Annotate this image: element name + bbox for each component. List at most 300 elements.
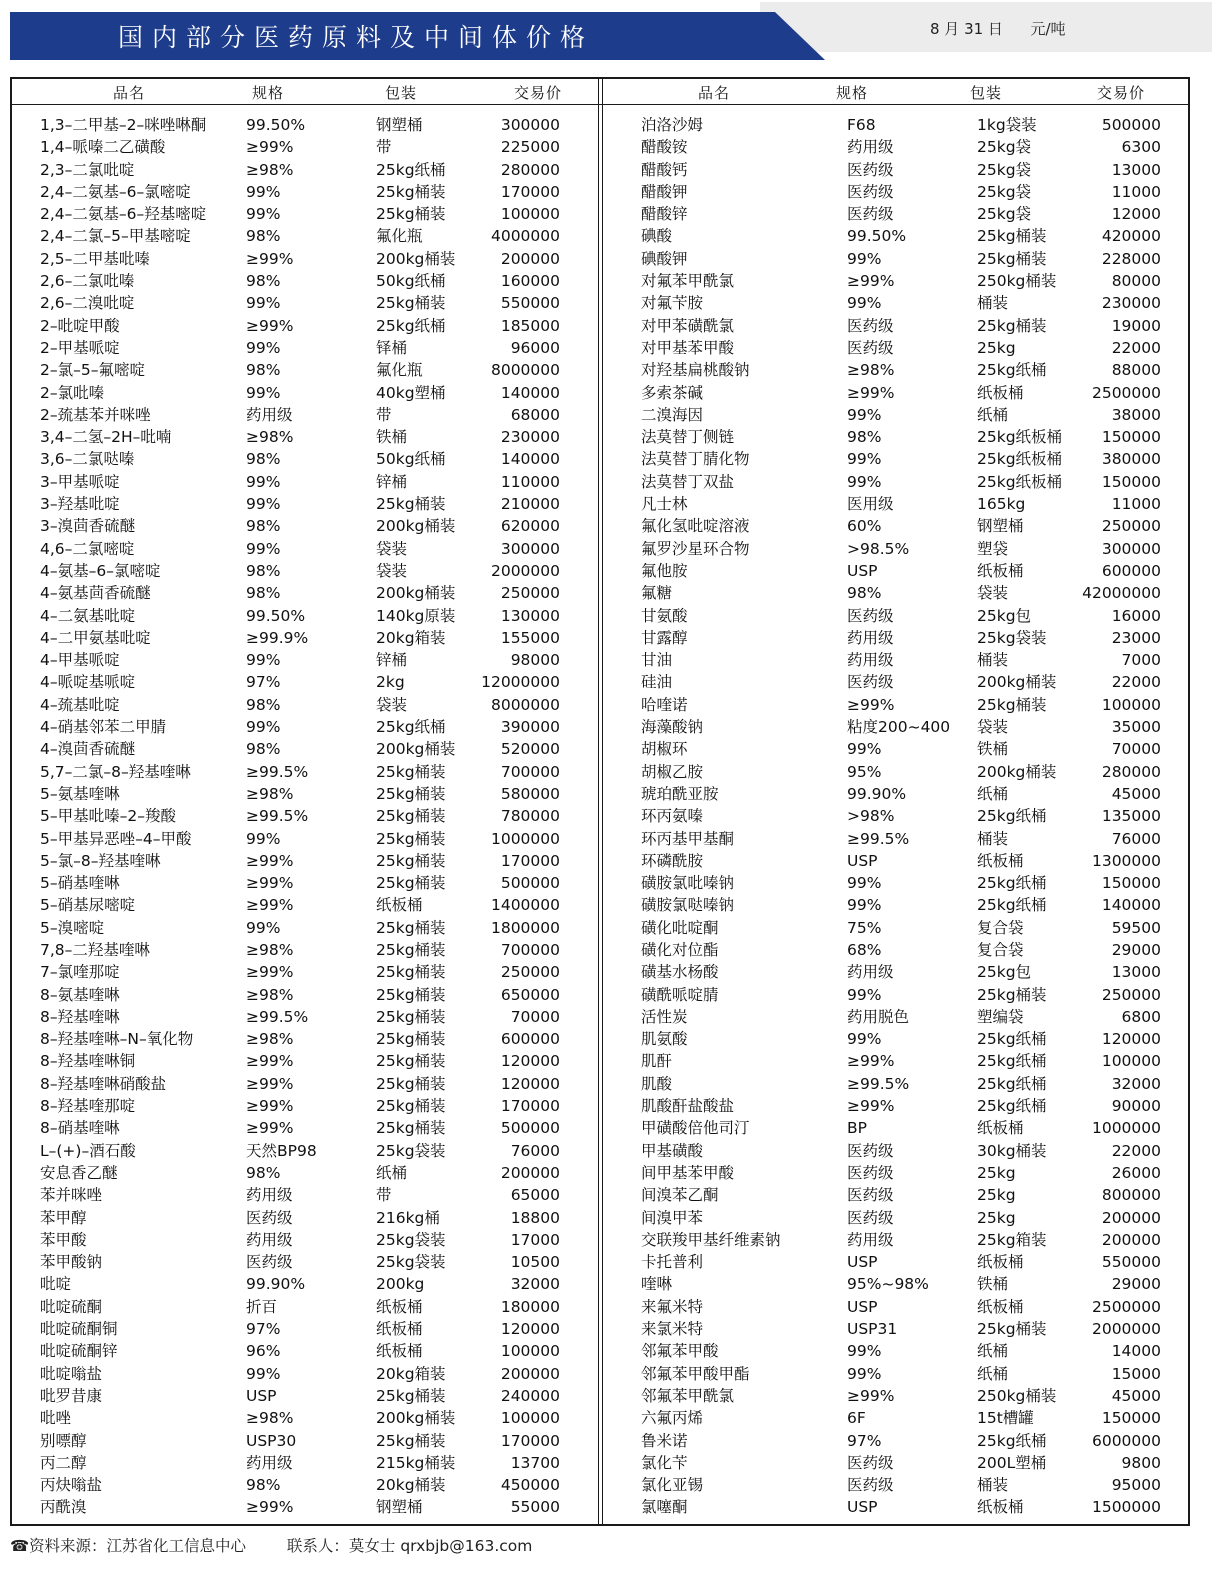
left-col-pack-header: 包装 [385,84,418,102]
product-price: 100000 [500,1409,560,1428]
product-spec: ≥98% [246,940,294,959]
product-packaging: 纸板桶 [977,1119,1024,1138]
product-name: 对甲基苯甲酸 [641,338,735,357]
product-packaging: 25kg袋 [977,138,1032,157]
product-packaging: 25kg袋装 [977,628,1047,647]
product-spec: ≥98% [847,361,895,380]
product-packaging: 纸桶 [977,405,1009,424]
product-packaging: 25kg纸桶 [376,160,446,179]
product-name: 1,4–哌嗪二乙磺酸 [40,138,166,157]
product-name: 对羟基扁桃酸钠 [641,361,750,380]
product-price: 23000 [1111,628,1161,647]
product-price: 250000 [1101,517,1161,536]
product-packaging: 钢塑桶 [977,517,1024,536]
product-packaging: 25kg桶装 [376,1386,446,1405]
product-name: 肌酸 [641,1074,673,1093]
product-price: 26000 [1111,1163,1161,1182]
product-packaging: 桶装 [977,829,1009,848]
product-spec: 药用级 [246,1230,293,1249]
product-packaging: 纸板桶 [977,851,1024,870]
product-price: 420000 [1101,227,1161,246]
left-col-spec-header: 规格 [252,84,285,102]
product-price: 96000 [510,338,560,357]
product-price: 59500 [1111,918,1161,937]
product-packaging: 袋装 [376,539,408,558]
product-spec: 99% [847,896,882,915]
product-name: 2–甲基哌啶 [40,338,120,357]
product-packaging: 铁桶 [977,1275,1009,1294]
product-packaging: 25kg桶装 [977,227,1047,246]
product-packaging: 20kg桶装 [376,1476,446,1495]
product-packaging: 216kg桶 [376,1208,440,1227]
product-spec: 95% [847,762,882,781]
product-price: 800000 [1101,1186,1161,1205]
product-packaging: 塑编袋 [977,1007,1024,1026]
product-packaging: 袋装 [977,584,1009,603]
product-price: 10500 [510,1253,560,1272]
contact-info: 联系人：莫女士 qrxbjb@163.com [286,1537,533,1555]
product-spec: 医药级 [847,205,894,224]
product-price: 11000 [1111,495,1161,514]
product-name: 甲磺酸倍他司汀 [641,1119,750,1138]
product-name: 8–羟基喹啉–N–氧化物 [40,1030,194,1049]
product-packaging: 纸桶 [977,784,1009,803]
product-price: 228000 [1101,249,1161,268]
product-price: 380000 [1101,450,1161,469]
product-price: 1400000 [490,896,560,915]
product-packaging: 25kg桶装 [376,1074,446,1093]
product-packaging: 25kg桶装 [376,940,446,959]
product-name: 3,6–二氯哒嗪 [40,450,135,469]
product-packaging: 桶装 [977,1476,1009,1495]
product-price: 70000 [1111,740,1161,759]
product-packaging: 25kg纸桶 [977,1431,1047,1450]
product-packaging: 25kg [977,338,1016,357]
product-packaging: 25kg纸桶 [376,718,446,737]
product-spec: 99.50% [246,116,306,134]
product-packaging: 25kg桶装 [376,762,446,781]
product-spec: ≥98% [246,1030,294,1049]
product-name: 碘酸钾 [641,249,688,268]
product-price: 150000 [1101,1409,1161,1428]
product-name: 磺胺氯吡嗪钠 [641,874,735,893]
product-name: 肌氨酸 [641,1030,688,1049]
product-packaging: 锌桶 [376,651,408,670]
product-price: 90000 [1111,1097,1161,1116]
product-name: 丙二醇 [40,1453,87,1472]
product-name: 法莫替丁侧链 [641,428,735,447]
right-col-name-header: 品名 [698,84,731,102]
product-price: 13000 [1111,160,1161,179]
product-name: 甲基磺酸 [641,1141,704,1160]
product-name: 胡椒乙胺 [641,762,704,781]
product-spec: 98% [246,695,281,714]
product-name: 2–吡啶甲酸 [40,316,120,335]
product-packaging: 25kg桶装 [376,807,446,826]
product-name: 4–溴茴香硫醚 [40,740,136,759]
product-name: 8–羟基喹那啶 [40,1097,136,1116]
product-packaging: 25kg桶装 [376,918,446,937]
product-packaging: 复合袋 [977,940,1024,959]
product-spec: 药用级 [847,963,894,982]
product-spec: 99% [847,1342,882,1361]
product-name: 邻氟苯甲酸 [641,1342,719,1361]
product-packaging: 25kg [977,1186,1016,1205]
product-price: 12000 [1111,205,1161,224]
price-unit: 元/吨 [1030,20,1066,38]
product-packaging: 200kg桶装 [376,584,456,603]
product-spec: 医药级 [847,1208,894,1227]
product-packaging: 钢塑桶 [376,1498,423,1517]
product-price: 1800000 [490,918,560,937]
product-price: 13700 [510,1453,560,1472]
product-name: 丙酰溴 [40,1498,87,1517]
product-name: 4–二甲氨基吡啶 [40,628,151,647]
product-spec: 99% [246,651,281,670]
product-name: 2–氯–5–氟嘧啶 [40,361,145,380]
product-packaging: 25kg纸桶 [977,807,1047,826]
product-packaging: 25kg桶装 [977,249,1047,268]
product-name: 苯甲醇 [40,1208,87,1227]
product-name: 对氟苄胺 [641,294,704,313]
product-spec: 98% [246,450,281,469]
product-name: 3–溴茴香硫醚 [40,517,136,536]
product-spec: 药用级 [246,1186,293,1205]
product-packaging: 200kg桶装 [376,1409,456,1428]
product-price: 29000 [1111,940,1161,959]
product-spec: ≥99% [246,874,294,893]
product-price: 2500000 [1091,1297,1161,1316]
product-packaging: 25kg桶装 [376,294,446,313]
product-name: 交联羧甲基纤维素钠 [641,1230,781,1249]
product-name: 5,7–二氯–8–羟基喹啉 [40,762,191,781]
product-price: 11000 [1111,182,1161,201]
product-name: 醋酸钙 [641,160,688,179]
product-price: 110000 [500,472,560,491]
product-packaging: 纸板桶 [376,896,423,915]
product-price: 22000 [1111,338,1161,357]
product-packaging: 25kg桶装 [376,784,446,803]
product-name: 丙炔嗡盐 [40,1476,103,1495]
product-packaging: 15t槽罐 [977,1409,1034,1428]
product-spec: ≥99.5% [847,829,910,848]
product-packaging: 25kg桶装 [376,1052,446,1071]
product-price: 780000 [500,807,560,826]
product-packaging: 25kg桶装 [376,495,446,514]
product-spec: ≥99% [246,896,294,915]
product-packaging: 铎桶 [376,338,408,357]
product-price: 130000 [500,606,560,625]
product-spec: ≥98% [246,428,294,447]
product-spec: ≥98% [246,784,294,803]
product-spec: 医药级 [847,1163,894,1182]
product-spec: ≥99.5% [246,762,309,781]
product-name: 2,6–二氯吡嗪 [40,272,135,291]
product-packaging: 纸板桶 [977,1253,1024,1272]
product-price: 12000000 [481,673,560,692]
product-name: 鲁米诺 [641,1431,688,1450]
product-packaging: 25kg袋 [977,205,1032,224]
product-name: 苯并咪唑 [40,1186,103,1205]
header-date-unit [930,18,1066,39]
product-name: 碘酸 [641,227,673,246]
product-packaging: 25kg纸桶 [977,361,1047,380]
product-spec: 99% [847,405,882,424]
product-spec: 98% [246,1163,281,1182]
right-col-pack-header: 包装 [970,84,1003,102]
product-name: 2–氯吡嗪 [40,383,105,402]
product-name: 1,3–二甲基–2–咪唑啉酮 [40,116,207,134]
product-spec: USP [246,1386,277,1405]
product-price: 6000000 [1091,1431,1161,1450]
left-col-name-header: 品名 [113,84,146,102]
product-price: 120000 [1101,1030,1161,1049]
product-name: 氯化亚锡 [641,1476,704,1495]
product-name: 间溴苯乙酮 [641,1186,719,1205]
product-name: 7,8–二羟基喹啉 [40,940,150,959]
product-spec: 99% [246,338,281,357]
product-price: 15000 [1111,1364,1161,1383]
product-price: 98000 [510,651,560,670]
product-price: 210000 [500,495,560,514]
product-spec: 99% [246,294,281,313]
product-packaging: 钢塑桶 [376,116,423,134]
product-price: 140000 [500,450,560,469]
product-spec: 99.50% [246,606,306,625]
product-spec: ≥99.9% [246,628,309,647]
product-packaging: 25kg纸桶 [977,1052,1047,1071]
product-spec: 68% [847,940,882,959]
product-packaging: 带 [376,1186,392,1205]
product-packaging: 25kg桶装 [376,205,446,224]
product-packaging: 25kg纸桶 [977,1074,1047,1093]
product-spec: ≥99% [246,1498,294,1517]
product-spec: 药用级 [847,628,894,647]
product-packaging: 25kg [977,1163,1016,1182]
product-price: 160000 [500,272,560,291]
product-packaging: 200kg桶装 [376,517,456,536]
product-spec: USP [847,1297,878,1316]
product-price: 600000 [1101,561,1161,580]
product-name: 法莫替丁双盐 [641,472,735,491]
product-name: L–(+)–酒石酸 [40,1141,136,1160]
product-price: 45000 [1111,784,1161,803]
product-name: 吡罗昔康 [40,1386,103,1405]
product-price: 120000 [500,1320,560,1339]
product-spec: 医药级 [847,338,894,357]
product-packaging: 200kg桶装 [977,762,1057,781]
product-price: 14000 [1111,1342,1161,1361]
product-name: 4–二氨基吡啶 [40,606,136,625]
product-spec: USP [847,851,878,870]
product-price: 200000 [500,1163,560,1182]
product-name: 8–氨基喹啉 [40,985,120,1004]
product-price: 32000 [1111,1074,1161,1093]
product-name: 对氟苯甲酰氯 [641,272,735,291]
product-packaging: 50kg纸桶 [376,450,446,469]
product-name: 来氯米特 [641,1320,704,1339]
product-price: 700000 [500,940,560,959]
product-name: 2,5–二甲基吡嗪 [40,249,150,268]
product-spec: 99% [246,182,281,201]
product-name: 甘氨酸 [641,606,688,625]
product-price: 65000 [510,1186,560,1205]
product-packaging: 25kg袋装 [376,1230,446,1249]
product-price: 9800 [1121,1453,1161,1472]
product-packaging: 25kg桶装 [376,182,446,201]
product-packaging: 25kg袋装 [376,1253,446,1272]
product-packaging: 25kg袋 [977,160,1032,179]
product-spec: 99% [847,472,882,491]
header-bar [0,0,1225,60]
product-price: 500000 [500,874,560,893]
product-spec: 99% [847,985,882,1004]
product-price: 100000 [1101,1052,1161,1071]
product-name: 琥珀酰亚胺 [641,784,719,803]
product-name: 2,4–二氯–5–甲基嘧啶 [40,227,191,246]
product-price: 500000 [500,1119,560,1138]
product-name: 4–氨基–6–氯嘧啶 [40,561,161,580]
product-name: 六氟丙烯 [641,1409,704,1428]
product-packaging: 25kg桶装 [376,963,446,982]
product-price: 520000 [500,740,560,759]
product-packaging: 25kg桶装 [376,985,446,1004]
left-col-price-header: 交易价 [514,84,563,102]
product-price: 200000 [500,1364,560,1383]
product-name: 3–羟基吡啶 [40,495,120,514]
product-spec: 6F [847,1409,866,1428]
product-name: 卡托普利 [641,1253,704,1272]
product-price: 450000 [500,1476,560,1495]
product-packaging: 纸板桶 [977,561,1024,580]
product-price: 250000 [500,963,560,982]
product-price: 100000 [500,205,560,224]
product-spec: 98% [246,1476,281,1495]
product-packaging: 塑袋 [977,539,1009,558]
product-name: 氯化苄 [641,1453,688,1472]
product-packaging: 200kg桶装 [977,673,1057,692]
product-spec: USP30 [246,1431,297,1450]
product-name: 安息香乙醚 [40,1163,118,1182]
product-spec: ≥99% [246,249,294,268]
product-spec: 99% [847,1030,882,1049]
product-spec: 97% [847,1431,882,1450]
product-spec: ≥98% [246,1409,294,1428]
product-spec: 99% [847,874,882,893]
product-packaging: 氟化瓶 [376,361,423,380]
product-name: 8–硝基喹啉 [40,1119,120,1138]
product-spec: 75% [847,918,882,937]
product-spec: 97% [246,673,281,692]
right-col-spec-header: 规格 [836,84,869,102]
product-price: 13000 [1111,963,1161,982]
product-spec: ≥99% [246,1052,294,1071]
product-packaging: 袋装 [977,718,1009,737]
product-price: 2000000 [490,561,560,580]
product-spec: 药用脱色 [847,1007,910,1026]
product-packaging: 桶装 [977,651,1009,670]
product-name: 3–甲基哌啶 [40,472,120,491]
page-title: 国内部分医药原料及中间体价格 [118,23,595,52]
product-spec: 天然BP98 [246,1141,317,1160]
product-spec: ≥99% [246,851,294,870]
product-name: 5–氨基喹啉 [40,784,120,803]
product-spec: ≥99% [847,695,895,714]
product-name: 磺化对位酯 [641,940,719,959]
product-name: 肌酸酐盐酸盐 [641,1097,735,1116]
product-spec: ≥99.5% [246,807,309,826]
product-spec: 99% [246,539,281,558]
product-packaging: 25kg纸板桶 [977,450,1063,469]
product-packaging: 25kg纸桶 [376,316,446,335]
product-name: 肌酐 [641,1052,673,1071]
product-price: 68000 [510,405,560,424]
product-price: 38000 [1111,405,1161,424]
product-packaging: 铁桶 [977,740,1009,759]
product-name: 3,4–二氢–2H–吡喃 [40,428,172,447]
product-name: 环丙氨嗪 [641,807,704,826]
product-spec: ≥99% [847,1386,895,1405]
product-spec: >98.5% [847,539,910,558]
product-price: 4000000 [490,227,560,246]
product-packaging: 200L塑桶 [977,1453,1047,1472]
product-price: 185000 [500,316,560,335]
product-price: 8000000 [490,361,560,380]
product-packaging: 带 [376,405,392,424]
product-spec: 医药级 [246,1253,293,1272]
product-name: 8–羟基喹啉 [40,1007,120,1026]
product-spec: 99% [847,450,882,469]
product-packaging: 25kg纸桶 [977,1097,1047,1116]
product-packaging: 25kg箱装 [977,1230,1047,1249]
product-price: 32000 [510,1275,560,1294]
product-price: 300000 [500,539,560,558]
product-price: 140000 [500,383,560,402]
product-packaging: 25kg纸桶 [977,1030,1047,1049]
product-name: 8–羟基喹啉硝酸盐 [40,1074,167,1093]
product-packaging: 1kg袋装 [977,116,1037,134]
product-name: 2,3–二氯吡啶 [40,160,135,179]
product-name: 法莫替丁腈化物 [641,450,750,469]
product-packaging: 200kg [376,1275,425,1294]
product-spec: BP [847,1119,867,1138]
product-name: 间甲基苯甲酸 [641,1163,735,1182]
product-name: 邻氟苯甲酸甲酯 [641,1364,750,1383]
product-spec: USP [847,561,878,580]
product-spec: 99% [246,1364,281,1383]
product-price: 88000 [1111,361,1161,380]
product-spec: 99% [246,495,281,514]
product-packaging: 纸板桶 [376,1297,423,1316]
product-name: 4–哌啶基哌啶 [40,673,136,692]
product-name: 吡唑 [40,1409,72,1428]
product-packaging: 200kg桶装 [376,249,456,268]
product-spec: 医药级 [847,182,894,201]
right-col-price-header: 交易价 [1097,84,1146,102]
product-spec: ≥98% [246,160,294,179]
product-packaging: 25kg纸桶 [977,896,1047,915]
product-spec: 医药级 [847,160,894,179]
product-price: 225000 [500,138,560,157]
product-price: 155000 [500,628,560,647]
product-packaging: 25kg纸板桶 [977,428,1063,447]
product-spec: 医用级 [847,495,894,514]
product-spec: ≥99.5% [847,1074,910,1093]
product-price: 19000 [1111,316,1161,335]
product-packaging: 复合袋 [977,918,1024,937]
product-spec: 98% [246,740,281,759]
product-price: 550000 [1101,1253,1161,1272]
